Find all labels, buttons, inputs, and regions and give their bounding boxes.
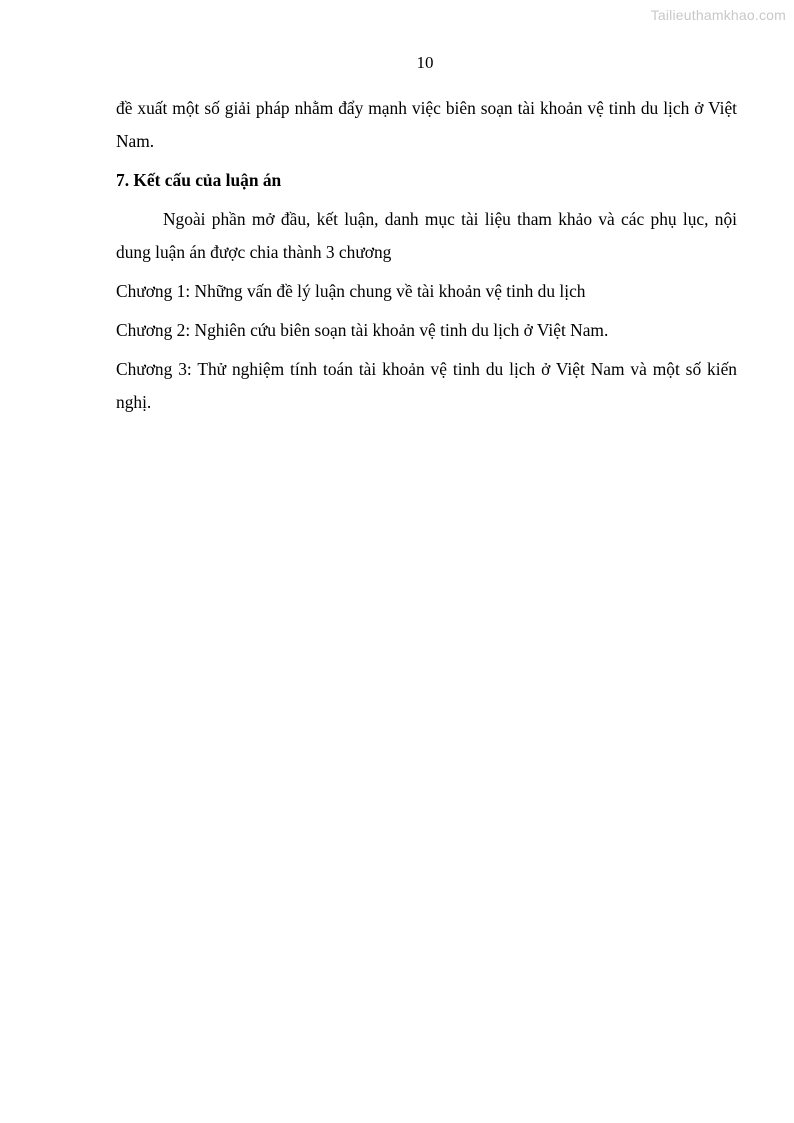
paragraph-intro: Ngoài phần mở đầu, kết luận, danh mục tài liệu tham khảo và các phụ lục, nội dung luận án được chia thành 3 chương bbox=[116, 209, 737, 262]
paragraph-continuation: đề xuất một số giải pháp nhằm đẩy mạnh việc biên soạn tài khoản vệ tinh du lịch ở Việt Nam. bbox=[116, 98, 737, 151]
chapter-2-line: Chương 2: Nghiên cứu biên soạn tài khoản vệ tinh du lịch ở Việt Nam. bbox=[116, 320, 609, 340]
chapter-3-line: Chương 3: Thử nghiệm tính toán tài khoản vệ tinh du lịch ở Việt Nam và một số kiến nghị. bbox=[116, 359, 737, 412]
watermark: Tailieuthamkhao.com bbox=[650, 7, 786, 23]
section-heading: 7. Kết cấu của luận án bbox=[116, 170, 282, 190]
document-body bbox=[116, 92, 737, 425]
chapter-1-line: Chương 1: Những vấn đề lý luận chung về tài khoản vệ tinh du lịch bbox=[116, 281, 586, 301]
page-number: 10 bbox=[416, 53, 434, 72]
